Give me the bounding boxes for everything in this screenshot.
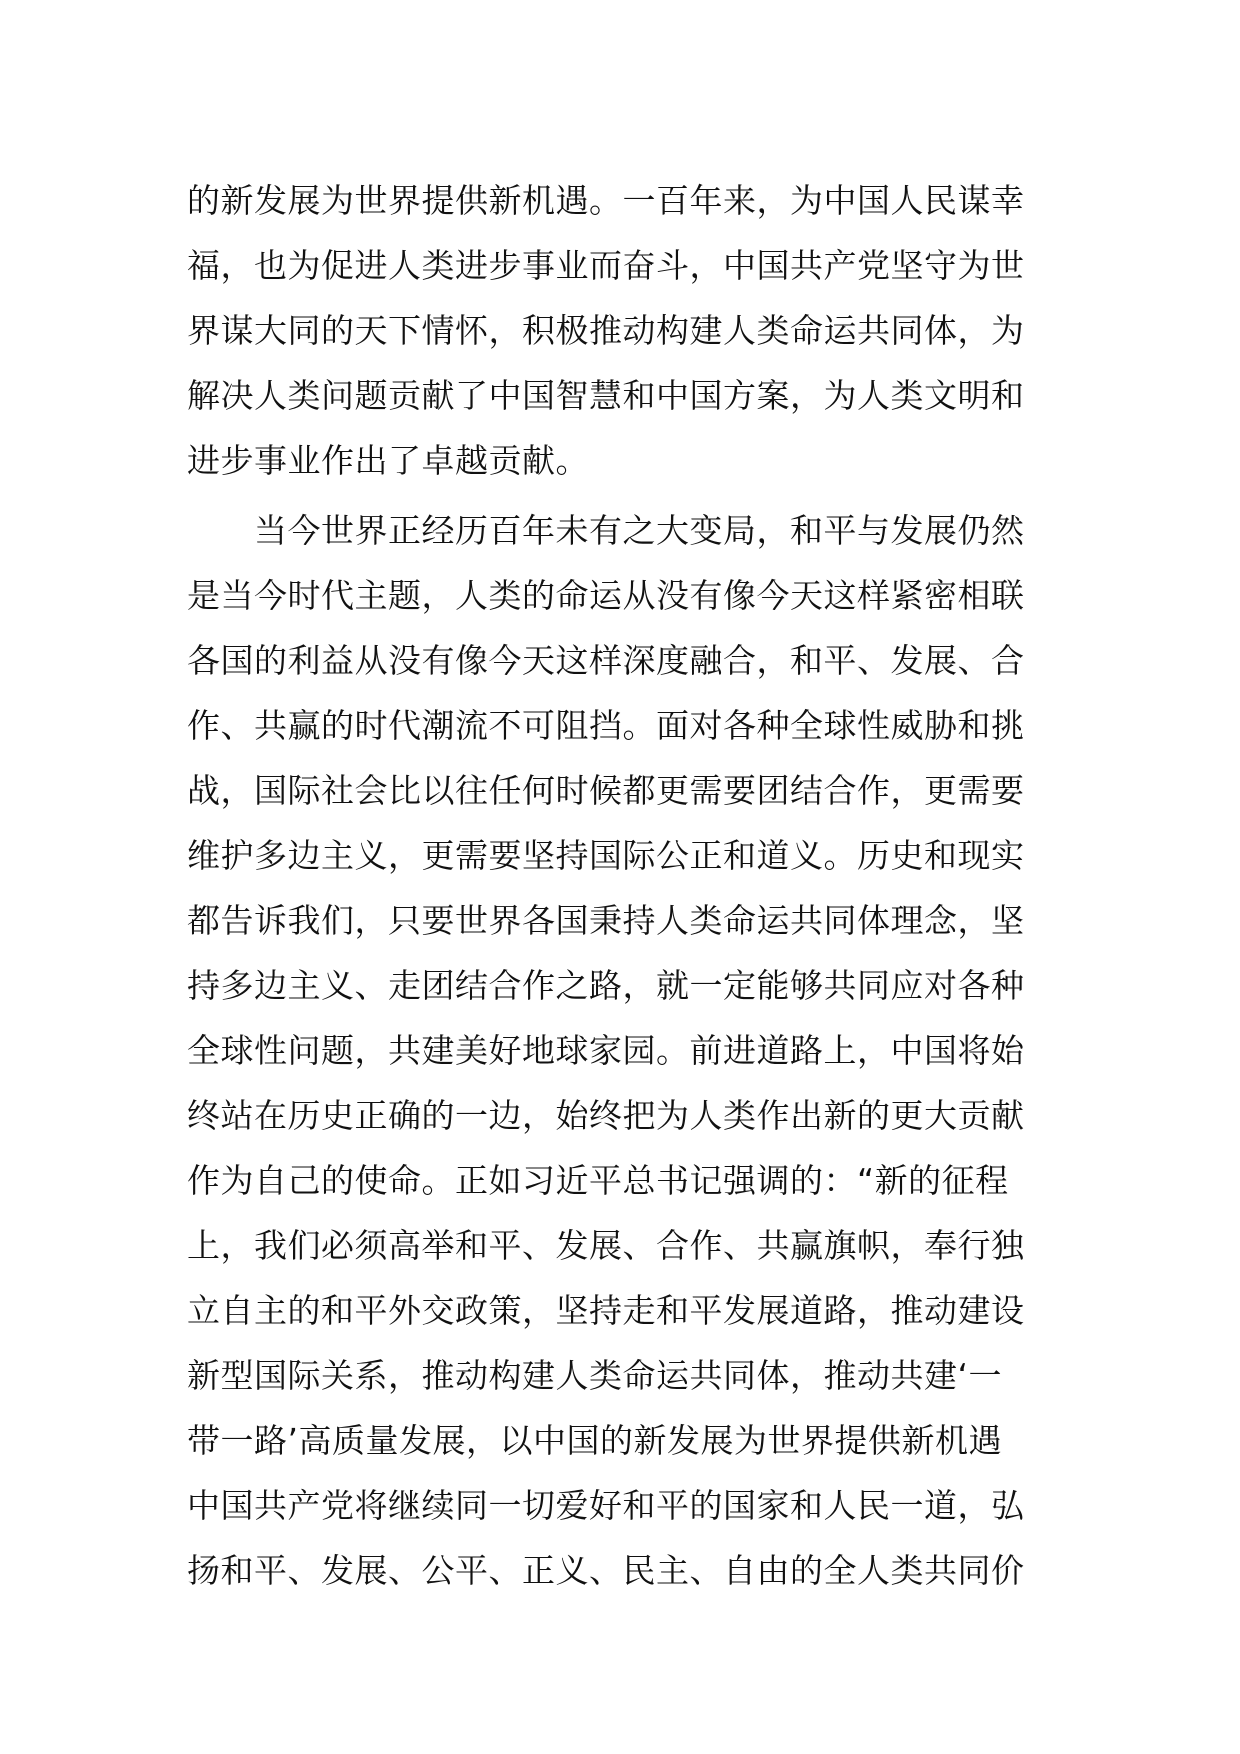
text-line: 福，也为促进人类进步事业而奋斗，中国共产党坚守为世 [187,246,1025,285]
text-line: 战，国际社会比以往任何时候都更需要团结合作，更需要 [187,771,1025,810]
text-line: 作、共赢的时代潮流不可阻挡。面对各种全球性威胁和挑 [187,706,1025,745]
body-text [187,168,1067,1603]
text-line: 扬和平、发展、公平、正义、民主、自由的全人类共同价 [187,1551,1025,1590]
text-line: 界谋大同的天下情怀，积极推动构建人类命运共同体，为 [187,311,1025,350]
text-line: 立自主的和平外交政策，坚持走和平发展道路，推动建设 [187,1291,1025,1330]
text-line: 都告诉我们，只要世界各国秉持人类命运共同体理念，坚 [187,901,1025,940]
text-line: 维护多边主义，更需要坚持国际公正和道义。历史和现实 [187,836,1025,875]
text-line: 终站在历史正确的一边，始终把为人类作出新的更大贡献 [187,1096,1025,1135]
text-line: 上，我们必须高举和平、发展、合作、共赢旗帜，奉行独 [187,1226,1025,1265]
text-line: 的新发展为世界提供新机遇。一百年来，为中国人民谋幸 [187,181,1025,220]
text-line: 进步事业作出了卓越贡献。 [187,441,589,480]
text-line: 各国的利益从没有像今天这样深度融合，和平、发展、合 [187,641,1025,680]
text-line: 当今世界正经历百年未有之大变局，和平与发展仍然 [187,511,1025,550]
text-line: 解决人类问题贡献了中国智慧和中国方案，为人类文明和 [187,376,1025,415]
text-line: 是当今时代主题，人类的命运从没有像今天这样紧密相联 [187,576,1025,615]
text-line: 作为自己的使命。正如习近平总书记强调的：“新的征程 [187,1161,1009,1200]
text-line: 新型国际关系，推动构建人类命运共同体，推动共建‘一 [187,1356,1002,1395]
text-line: 全球性问题，共建美好地球家园。前进道路上，中国将始 [187,1031,1025,1070]
text-line: 中国共产党将继续同一切爱好和平的国家和人民一道，弘 [187,1486,1025,1525]
text-line: 持多边主义、走团结合作之路，就一定能够共同应对各种 [187,966,1025,1005]
text-line: 带一路’高质量发展，以中国的新发展为世界提供新机遇 [187,1421,1002,1460]
